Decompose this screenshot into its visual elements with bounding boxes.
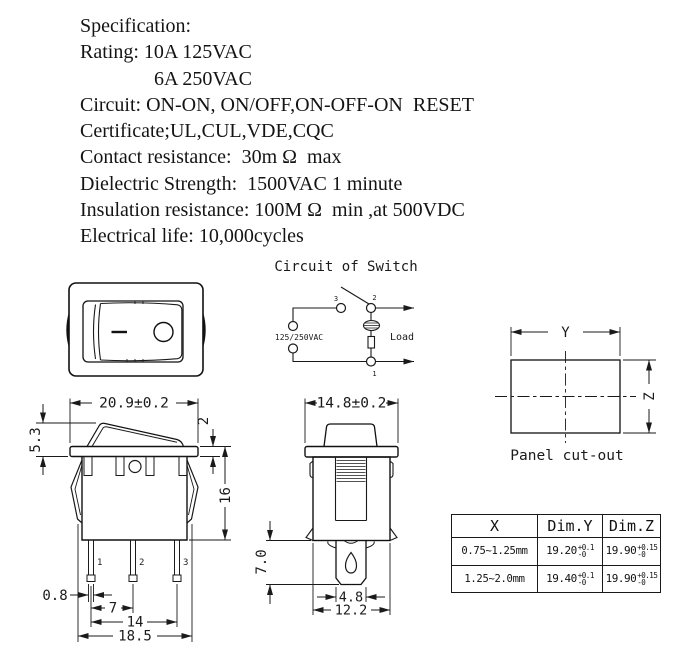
table-header-row xyxy=(452,515,661,538)
dim-side-view xyxy=(254,396,398,619)
terminal-2 xyxy=(367,304,376,313)
pin-3-label: 3 xyxy=(183,558,189,568)
row2-dim-z xyxy=(603,565,661,593)
spec-line-circuit: Circuit: ON-ON, ON/OFF,ON-OFF-ON RESET xyxy=(80,93,474,116)
row2-dim-y xyxy=(538,565,603,593)
cutout-z-label: Z xyxy=(642,392,658,401)
load-label: Load xyxy=(390,332,415,343)
row2-x: 1.25~2.0mm xyxy=(452,565,538,593)
dim-terminal-thickness-label: 0.8 xyxy=(42,588,68,604)
circuit-diagram xyxy=(274,259,417,378)
spec-line-insulation: Insulation resistance: 100M Ω min ,at 500VDC xyxy=(80,199,465,222)
cutout-y-label: Y xyxy=(561,325,570,341)
off-symbol xyxy=(154,323,173,342)
left-mount-clip xyxy=(66,312,69,348)
dim-front-view xyxy=(28,396,234,645)
dim-body-width-label: 12.2 xyxy=(334,602,368,619)
switch-lever xyxy=(341,287,369,304)
header-x: X xyxy=(452,515,538,538)
table-row xyxy=(452,538,661,566)
spec-line-dielectric: Dielectric Strength: 1500VAC 1 minute xyxy=(80,172,403,195)
dim-tab-width-label: 4.8 xyxy=(338,589,364,606)
source-voltage-label: 125/250VAC xyxy=(274,333,324,342)
right-mount-clip xyxy=(203,312,206,348)
spec-line-title: Specification: xyxy=(80,15,192,37)
row2-dim-y-value: 19.40 xyxy=(546,571,577,585)
spec-line-rating2: 6A 250VAC xyxy=(154,67,252,90)
spec-line-contact-resistance: Contact resistance: 30m Ω max xyxy=(80,146,342,169)
row1-dim-y-value: 19.20 xyxy=(546,544,577,558)
dim-body-depth-label: 16 xyxy=(218,487,234,504)
dim-flange-label: 2 xyxy=(196,416,212,426)
header-dim-y: Dim.Y xyxy=(538,515,603,538)
spec-line-certificate: Certificate;UL,CUL,VDE,CQC xyxy=(80,120,334,143)
dimension-table xyxy=(451,514,661,593)
resistor-symbol xyxy=(368,337,375,349)
row1-dim-y xyxy=(538,538,603,566)
spec-line-rating: Rating: 10A 125VAC xyxy=(80,41,252,64)
circuit-title: Circuit of Switch xyxy=(274,259,418,275)
dim-pitch7-label: 7 xyxy=(108,600,118,617)
dim-rocker-height-label: 5.3 xyxy=(28,427,44,453)
row2-dim-y-tolerance: +0.1 -0 xyxy=(577,570,594,587)
spec-line-electrical-life: Electrical life: 10,000cycles xyxy=(80,225,304,248)
terminal-1-label: 1 xyxy=(372,370,377,378)
table-row xyxy=(452,565,661,593)
row1-dim-z-tolerance: +0.15 -0 xyxy=(637,543,658,560)
row1-x: 0.75~1.25mm xyxy=(452,538,538,566)
terminal-3-label: 3 xyxy=(333,295,339,303)
pin-1-label: 1 xyxy=(97,558,103,568)
front-view-drawing xyxy=(66,283,205,376)
terminal-3 xyxy=(337,304,346,313)
dim-side-width-label: 14.8±0.2 xyxy=(316,395,387,412)
row1-dim-z-value: 19.90 xyxy=(605,544,637,558)
dim-snap-depth-label: 7.0 xyxy=(254,549,270,575)
panel-cutout-caption: Panel cut-out xyxy=(510,448,624,464)
row1-dim-y-tolerance: +0.1 -0 xyxy=(577,543,594,560)
terminal-1 xyxy=(367,357,376,366)
row1-dim-z xyxy=(603,538,661,566)
dim-pitch14-label: 14 xyxy=(126,614,144,631)
dim-overall-width-label: 18.5 xyxy=(118,628,152,645)
pin-2-label: 2 xyxy=(139,558,145,568)
row2-dim-z-value: 19.90 xyxy=(605,571,637,585)
row2-dim-z-tolerance: +0.15 -0 xyxy=(637,570,658,587)
header-dim-z: Dim.Z xyxy=(603,515,661,538)
panel-cutout-drawing xyxy=(495,325,658,464)
body-hole xyxy=(129,461,141,473)
terminal-2-label: 2 xyxy=(372,294,377,302)
dim-width-label: 20.9±0.2 xyxy=(99,395,169,412)
